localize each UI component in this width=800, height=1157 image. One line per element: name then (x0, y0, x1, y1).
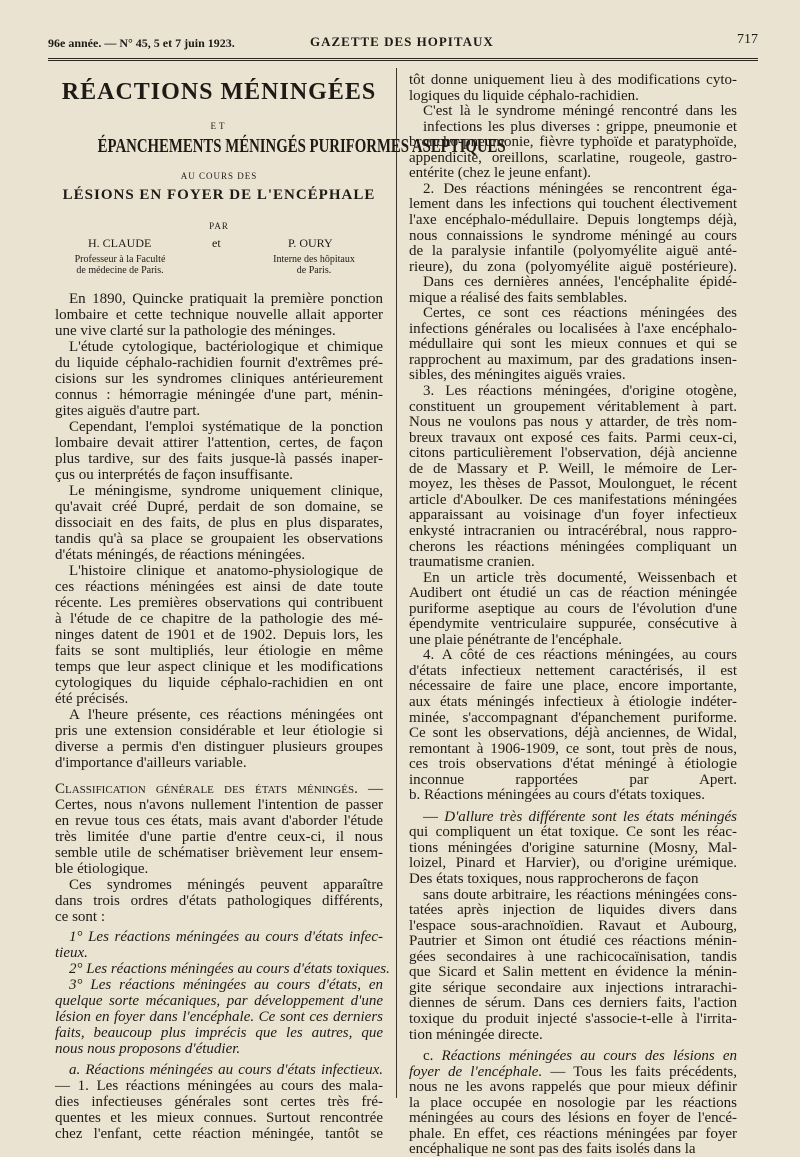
text-line: dies infectieuses générales sont certes très fré- (55, 1094, 383, 1110)
text-line: ble étiologique. (55, 861, 149, 877)
text-line: chez l'enfant, cette réaction méningée, tantôt se (55, 1126, 383, 1142)
text-line: Certes, nous n'avons nullement l'intention de passer (55, 797, 383, 813)
text-line: la place occupée en nosologie par les réactions (409, 1095, 737, 1111)
text-line: nécessaire de faire une place, encore importante, (409, 678, 737, 694)
text-line: du liquide céphalo-rachidien fournit d'extrêmes pré- (55, 355, 383, 371)
text-line: pris une extension considérable et leur étiologie si (55, 723, 383, 739)
title-line-3: LÉSIONS EN FOYER DE L'ENCÉPHALE (62, 187, 376, 203)
text-line: été précisés. (55, 691, 129, 707)
text-line: d'états méningés, de réactions méningées. (55, 547, 306, 563)
text-line: encéphalique ne sont pas des faits isolés dans la (409, 1141, 696, 1157)
text-line: infections générales ou localisées à l'axe encéphalo- (409, 321, 737, 337)
page-header (48, 32, 758, 52)
text-line: ce sont : (55, 909, 105, 925)
text-line: cherons les réactions méningées compliquant un (409, 539, 737, 555)
text-line: rapprochent au maximum, par des gradations insen- (409, 352, 737, 368)
list-item: nous nous proposons d'étudier. (55, 1041, 241, 1057)
text-line: minée, s'accompagnant d'épanchement puriforme. (409, 710, 737, 726)
text-line: A l'heure présente, ces réactions méningées ont (69, 707, 383, 723)
text-line: très limitée d'une partie d'entre ceux-ci, il nous (55, 829, 383, 845)
text-line: Dans ces dernières années, l'encéphalite épidé- (423, 274, 737, 290)
text-line: remontant à 1906-1909, ce sont, tout près de nous, (409, 741, 737, 757)
author-claude: H. CLAUDE (88, 236, 152, 250)
text-line: nous connaissions le syndrome méningé au cours (409, 228, 737, 244)
affiliation-claude-line: de médecine de Paris. (76, 265, 164, 276)
text-line: semble utile de schématiser brièvement leur ensem- (55, 845, 383, 861)
text-line: gites aiguës d'autre part. (55, 403, 201, 419)
text-line: appendicite, oreillons, scarlatine, rougeole, gastro- (409, 150, 737, 166)
text-line: tandis qu'à sa place se groupaient les observations (55, 531, 383, 547)
header-rule (48, 58, 758, 61)
text-line: plus tardive, sur des faits jusque-là passés inaper- (55, 451, 383, 467)
affiliation-oury-line: de Paris. (296, 265, 332, 276)
text-line: faits se sont multipliés, leur étiologie en même (55, 643, 383, 659)
author-oury: P. OURY (288, 236, 333, 250)
text-line: sans doute arbitraire, les réactions méningées cons- (423, 887, 737, 903)
text-line: l'espace sous-arachnoïdien. Ravaut et Aubourg, (409, 918, 737, 934)
title-au-cours: AU COURS DES (180, 171, 258, 181)
text-line: tatées après injection de liquides divers dans (409, 902, 737, 918)
author-conjunction: et (212, 236, 221, 250)
text-line: article d'Aboulker. De ces manifestations méningées (409, 492, 737, 508)
page-number: 717 (737, 32, 758, 47)
text-line: logiques du liquide céphalo-rachidien. (409, 88, 639, 104)
text-line: diennes de sérum. Dans ces derniers faits, l'action (409, 995, 737, 1011)
list-item: 2° Les réactions méningées au cours d'états toxiques. (69, 961, 390, 977)
text-line: infections les plus diverses : grippe, pneumonie et (423, 119, 737, 135)
text-line: Nous ne voulons pas nous y attarder, de très nom- (409, 414, 737, 430)
text-line: mique a réalisé des faits semblables. (409, 290, 628, 306)
text-line: ninges datent de 1901 et de 1902. Depuis lors, les (55, 627, 383, 643)
affiliation-claude-line: Professeur à la Faculté (74, 254, 166, 265)
title-par: PAR (209, 221, 229, 231)
list-item: faits, beaucoup plus imprécis que les autres, que (55, 1025, 383, 1041)
text-line: lement dans les infections qui touchent électivement (409, 196, 737, 212)
text-line: 2. Des réactions méningées se rencontrent éga- (423, 181, 737, 197)
journal-title: GAZETTE DES HOPITAUX (310, 34, 494, 49)
text-line: à l'étude de ce chapitre de la pathologie des mé- (55, 611, 383, 627)
text-line: — 1. Les réactions méningées au cours des mala- (55, 1078, 383, 1094)
text-line: rieure), du zona (polyomyélite aiguë postérieure). (409, 259, 737, 275)
text-line: qui compliquent un état toxique. Ce sont les réac- (409, 824, 737, 840)
text-line: Pautrier et Simon ont étudié ces réactions ménin- (409, 933, 737, 949)
text-line: cisions sur les syndromes cliniques antérieurement (55, 371, 383, 387)
text-line: L'étude cytologique, bactériologique et chimique (69, 339, 383, 355)
text-line: apparaissant au voisinage d'un foyer infectieux (409, 507, 737, 523)
text-line: traumatisme cranien. (409, 554, 535, 570)
section-heading: Classification générale des états méningés. — (55, 781, 383, 797)
text-line: récente. Les premières observations qui contribuent (55, 595, 383, 611)
text-line: En 1890, Quincke pratiquait la première ponction (69, 291, 383, 307)
issue-info: 96e année. — N° 45, 5 et 7 juin 1923. (48, 36, 235, 50)
text-line: une plaie pénétrante de l'encéphale. (409, 632, 623, 648)
text-line: dans trois ordres d'états pathologiques différents, (55, 893, 383, 909)
text-line: toxique du produit injecté s'associe-t-elle à l'irrita- (409, 1011, 737, 1027)
text-line: gite sérique secondaire aux injections intrarachi- (409, 980, 737, 996)
subsection-heading: — D'allure très différente sont les états méningés (423, 809, 738, 825)
text-line: Le méningisme, syndrome uniquement clinique, (69, 483, 383, 499)
affiliation-oury-line: Interne des hôpitaux (273, 254, 355, 265)
text-line: Cependant, l'emploi systématique de la ponction (69, 419, 383, 435)
text-line: quentes et les mieux connues. Surtout rencontrée (55, 1110, 383, 1126)
subsection-heading: a. Réactions méningées au cours d'états infectieux. (69, 1062, 383, 1078)
text-line: puriforme aseptique au cours de l'évolution d'une (409, 601, 737, 617)
title-line-2: ÉPANCHEMENTS MÉNINGÉS PURIFORMES ASEPTIQUES (97, 135, 506, 157)
title-et: ET (210, 121, 228, 131)
text-line: dissociait en des faits, de plus en plus disparates, (55, 515, 383, 531)
text-line: loizel, Pinard et Harvier), ou d'origine urémique. (409, 855, 737, 871)
text-line: Des états toxiques, nous rapprocherons de façon (409, 871, 699, 887)
list-item: 3° Les réactions méningées au cours d'états, en (69, 977, 383, 993)
text-line: 4. A côté de ces réactions méningées, au cours (423, 647, 737, 663)
list-item: tieux. (55, 945, 88, 961)
text-line: Ce sont les observations, déjà anciennes, de Widal, (409, 725, 737, 741)
text-line: d'états infectieux nettement caractérisés, il est (409, 663, 737, 679)
text-line: b. Réactions méningées au cours d'états toxiques. (409, 787, 705, 803)
affiliation-claude (60, 254, 180, 276)
text-line: entérite (chez le jeune enfant). (409, 165, 591, 181)
text-line: épendymite ventriculaire suppurée, consécutive à (409, 616, 737, 632)
affiliation-oury (258, 254, 370, 276)
text-line: temps que leur aspect clinique et les modifications (55, 659, 383, 675)
title-line-1: RÉACTIONS MÉNINGÉES (61, 79, 377, 105)
text-line: enkysté intracranien ou intracérébral, nous rappro- (409, 523, 737, 539)
text-line: inconnue rapportées par Apert. (409, 772, 737, 788)
text-line: diverse a permis d'en distinguer plusieurs groupes (55, 739, 383, 755)
text-line: gées secondaires à une rachicocaïnisation, tandis (409, 949, 737, 965)
text-line: 3. Les réactions méningées, d'origine otogène, (423, 383, 737, 399)
text-line: çus ou interprétés de façon insuffisante. (55, 467, 293, 483)
text-line: aux états méningés infectieux à étiologie indéter- (409, 694, 737, 710)
subsection-heading: foyer de l'encéphale. — Tous les faits précédents, (409, 1064, 737, 1080)
text-line: Ces syndromes méningés peuvent apparaître (69, 877, 383, 893)
text-line: tôt donne uniquement lieu à des modifications cyto- (409, 72, 737, 88)
text-line: médullaire qui sont les mieux connues et qui se (409, 336, 737, 352)
text-line: ces trois observations d'état méningé à étiologie (409, 756, 737, 772)
text-line: l'axe encéphalo-médullaire. Depuis longtemps déjà, (409, 212, 737, 228)
text-line: breux travaux ont exposé ces faits. Parmi ceux-ci, (409, 430, 737, 446)
text-line: broncho-pneumonie, fièvre typhoïde et paratyphoïde, (409, 134, 737, 150)
subsection-heading: c. Réactions méningées au cours des lésions en (423, 1048, 737, 1064)
text-line: En un article très documenté, Weissenbach et (423, 570, 737, 586)
text-line: phale. En effet, ces réactions méningées par foyer (409, 1126, 737, 1142)
text-line: tion méningée directe. (409, 1027, 543, 1043)
text-line: cytologiques du liquide céphalo-rachidien en ont (55, 675, 383, 691)
text-line: C'est là le syndrome méningé rencontré dans les (423, 103, 737, 119)
text-line: en revue tous ces états, mais avant d'aborder l'étude (55, 813, 383, 829)
text-line: lombaire et cette technique nouvelle allait apporter (55, 307, 383, 323)
text-line: une vive clarté sur la pathologie des méninges. (55, 323, 336, 339)
text-line: tions méningées d'origine saturnine (Mosny, Mal- (409, 840, 737, 856)
text-line: sibles, des méningites aiguës vraies. (409, 367, 626, 383)
text-line: connus : hémorragie méningée d'une part, ménin- (55, 387, 383, 403)
text-line: de de Massary et P. Weill, le mémoire de Ler- (409, 461, 737, 477)
text-line: constituent un groupement véritablement à part. (409, 399, 737, 415)
list-item: lésion en foyer dans l'encéphale. Ce sont ces derniers (55, 1009, 383, 1025)
text-line: Certes, ce sont ces réactions méningées des (423, 305, 737, 321)
column-divider (396, 68, 397, 1098)
text-line: d'importance d'ailleurs variable. (55, 755, 247, 771)
text-line: nous ne les avons rappelés que pour mieux définir (409, 1079, 737, 1095)
text-line: Audibert ont étudié un cas de réaction méningée (409, 585, 737, 601)
text-line: moyez, les thèses de Passot, Moulonguet, le récent (409, 476, 737, 492)
text-line: méningées au cours des lésions en foyer de l'encé- (409, 1110, 737, 1126)
text-line: citons particulièrement l'observation, déjà ancienne (409, 445, 737, 461)
list-item: 1° Les réactions méningées au cours d'états infec- (69, 929, 383, 945)
text-line: L'histoire clinique et anatomo-physiologique de (69, 563, 383, 579)
list-item: quelque sorte mécaniques, par développement d'une (55, 993, 383, 1009)
text-line: de la paralysie infantile (polyomyélite aiguë anté- (409, 243, 737, 259)
text-line: lombaire devait attirer l'attention, certes, de façon (55, 435, 383, 451)
text-line: qu'avait créé Dupré, perdait de son domaine, se (55, 499, 383, 515)
text-line: que Sicard et Salin mettent en évidence la ménin- (409, 964, 737, 980)
text-line: ces réactions méningées est ainsi de date toute (55, 579, 383, 595)
